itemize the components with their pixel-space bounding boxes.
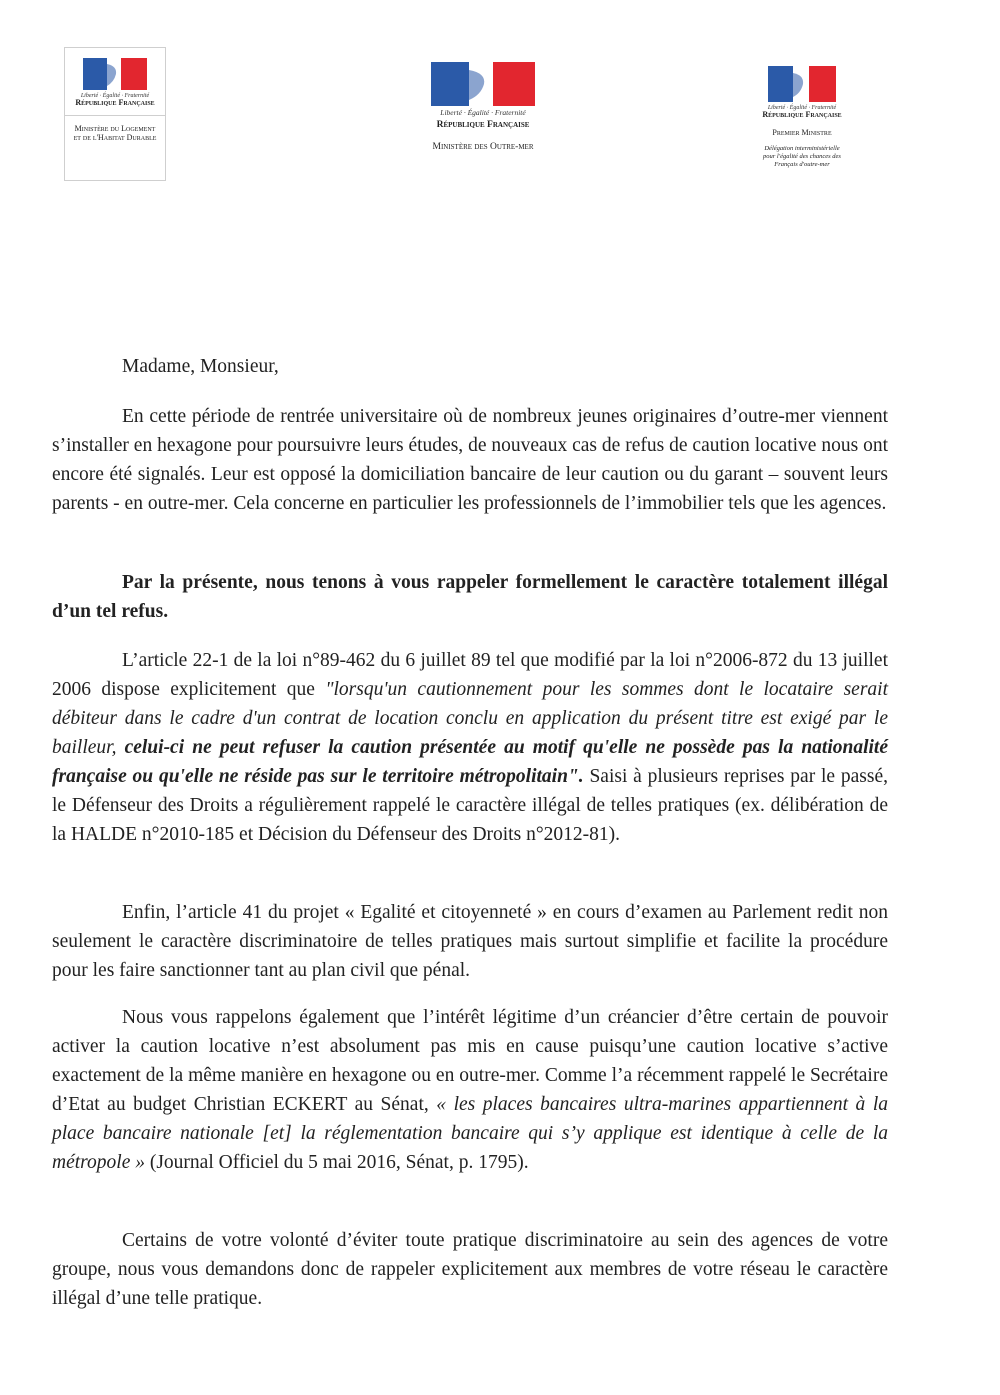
- paragraph-text: Par la présente, nous tenons à vous rappeler formellement le caractère totalement illégal d’un tel refus.: [52, 572, 888, 622]
- journal-reference: (Journal Officiel du 5 mai 2016, Sénat, p. 1795).: [144, 1152, 529, 1173]
- motto-text: Liberté · Égalité · Fraternité: [440, 108, 526, 117]
- paragraph-6: [52, 1226, 888, 1313]
- ministry-logement-logo: [64, 47, 166, 181]
- delegation-name: Délégation interministérielle pour l'égalité des chances des Français d'outre-mer: [763, 144, 841, 168]
- republic-text: République Française: [75, 98, 155, 107]
- paragraph-text: Enfin, l’article 41 du projet « Egalité et citoyenneté » en cours d’examen au Parlement redit non seulement le caractère discriminatoire de telles pratiques mais surtout simplifie et facilite la procédure pour les faire sanctionner tant au plan civil que pénal.: [52, 902, 888, 981]
- motto-text: Liberté · Égalité · Fraternité: [767, 105, 837, 111]
- senate-quote: « les places bancaires ultra-marines appartiennent à la place bancaire nationale [et] la réglementation bancaire qui s’y applique est identique à celle de la métropole »: [52, 1094, 889, 1173]
- ministry-outremer-logo: [400, 62, 566, 153]
- salutation: Madame, Monsieur,: [122, 356, 279, 377]
- ministry-name: Premier Ministre: [772, 127, 832, 137]
- republic-text: République Française: [436, 119, 530, 130]
- law-quote-bold: celui-ci ne peut refuser la caution présentée au motif qu'elle ne possède pas la nationalité française ou qu'elle ne réside pas sur le territoire métropolitain".: [52, 737, 888, 787]
- logo-divider: [65, 115, 165, 116]
- marianne-flag-icon: [431, 62, 535, 106]
- defenseur-text: Saisi à plusieurs reprises par le passé, le Défenseur des Droits a régulièrement rappelé le caractère illégal de telles pratiques (ex. délibération de la HALDE n°2010-185 et Décision du Défenseur des Droits n°2012-81).: [52, 766, 888, 845]
- law-quote: "lorsqu'un cautionnement pour les sommes dont le locataire serait débiteur dans le cadre d'un contrat de location conclu en application du présent titre est exigé par le bailleur,: [52, 679, 888, 758]
- paragraph-text: [52, 646, 888, 849]
- marianne-flag-icon: [768, 66, 836, 102]
- motto-text: Liberté · Égalité · Fraternité: [80, 93, 150, 99]
- paragraph-1: [52, 402, 888, 518]
- republic-text: République Française: [762, 110, 842, 119]
- paragraph-5: [52, 1003, 888, 1177]
- paragraph-text: [52, 1003, 888, 1177]
- paragraph-2-bold: [52, 568, 888, 626]
- paragraph-3: [52, 646, 888, 849]
- article-intro: L’article 22-1 de la loi n°89-462 du 6 juillet 89 tel que modifié par la loi n°2006-872 du 13 juillet 2006 dispose explicitement que: [52, 650, 888, 700]
- creditor-text: Nous vous rappelons également que l’intérêt légitime d’un créancier d’être certain de pouvoir activer la caution locative n’est absolument pas mis en cause puisqu’une caution locative s’active exactement de la même manière en hexagone ou en outre-mer. Comme l’a récemment rappelé le Secrétaire d’Etat au budget Christian ECKERT au Sénat,: [52, 1007, 888, 1115]
- paragraph-text: En cette période de rentrée universitaire où de nombreux jeunes originaires d’outre-mer viennent s’installer en hexagone pour poursuivre leurs études, de nouveaux cas de refus de caution locative nous ont encore été signalés. Leur est opposé la domiciliation bancaire de leur caution ou du garant – souvent leurs parents - en outre-mer. Cela concerne en particulier les professionnels de l’immobilier tels que les agences.: [52, 406, 888, 514]
- paragraph-text: Certains de votre volonté d’éviter toute pratique discriminatoire au sein des agences de votre groupe, nous vous demandons donc de rappeler explicitement aux membres de votre réseau le caractère illégal d’une telle pratique.: [52, 1230, 888, 1309]
- ministry-name: Ministère du Logement et de l'Habitat Durable: [73, 123, 157, 142]
- ministry-name: Ministère des Outre-mer: [432, 141, 534, 152]
- paragraph-4: [52, 898, 888, 985]
- marianne-flag-icon: [83, 58, 147, 90]
- premier-ministre-logo: [752, 66, 852, 168]
